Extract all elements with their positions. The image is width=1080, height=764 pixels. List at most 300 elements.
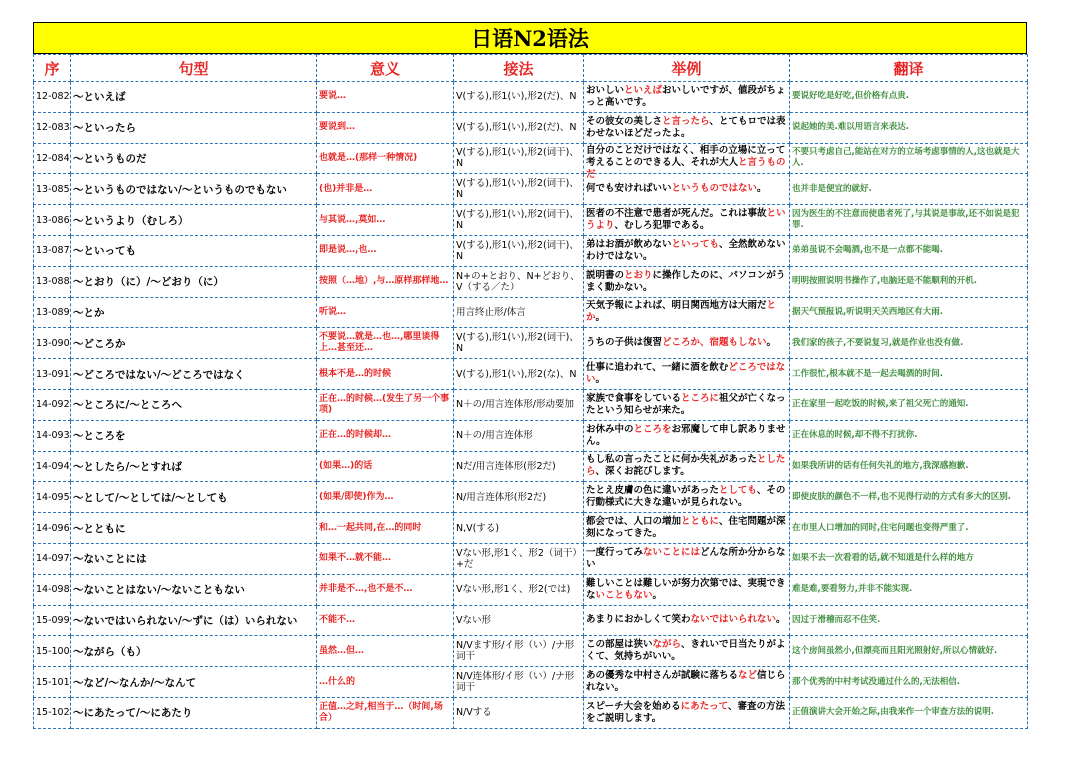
example-fragment: もし私の言ったことに何か失礼があった: [586, 454, 757, 466]
example-fragment: スピーチ大会を始める: [586, 700, 681, 712]
translation-cell: [790, 143, 1028, 174]
connection-cell: [454, 389, 584, 420]
connection-cell-text: N＋の/用言连体形/形动要加: [456, 399, 575, 411]
row-number-text: 12-084: [36, 152, 70, 164]
example-fragment: 祖父が亡くなったという知らせが来た。: [586, 392, 786, 416]
example-text: [586, 578, 787, 602]
grammar-pattern-text: ～とともに: [73, 522, 126, 535]
example-fragment: この部屋は狭い: [586, 639, 653, 651]
connection-cell: [454, 451, 584, 482]
example-cell: [584, 543, 790, 574]
example-text: [586, 116, 787, 140]
example-fragment: 。: [652, 589, 663, 601]
grammar-pattern-text: ～ないではいられない/～ずに（は）いられない: [73, 614, 298, 627]
example-cell: [584, 143, 790, 181]
translation-text: 也并非是便宜的就好.: [792, 183, 872, 194]
example-text: [586, 145, 787, 181]
highlighted-pattern: といえば: [624, 84, 663, 96]
grammar-pattern: [71, 235, 317, 266]
highlighted-pattern: ところに: [681, 392, 720, 404]
grammar-pattern: [71, 482, 317, 513]
translation-text: 明明按照说明书操作了,电脑还是不能顺利的开机.: [792, 276, 977, 287]
translation-text: 正值演讲大会开始之际,由我来作一个审查方法的说明.: [792, 707, 994, 718]
grammar-pattern: [71, 420, 317, 451]
row-number: [34, 482, 71, 513]
grammar-pattern-text: ～にあたって/～にあたり: [73, 707, 193, 720]
translation-text: 不要只考虑自己,能站在对方的立场考虑事情的人,这也就是大人.: [792, 147, 1020, 169]
example-cell: [584, 667, 790, 698]
table-row: [34, 205, 1028, 236]
example-cell: [584, 205, 790, 236]
row-number: [34, 513, 71, 544]
translation-text: 那个优秀的中村考试没通过什么的,无法相信.: [792, 676, 960, 687]
row-number-text: 15-101: [36, 676, 70, 688]
table-row: [34, 482, 1028, 513]
table-row: [34, 328, 1028, 359]
translation-cell: [790, 297, 1028, 328]
example-fragment: 弟はお酒が飲めない: [586, 238, 672, 250]
example-fragment: お邪魔して申し訳ありません。: [586, 423, 786, 447]
example-fragment: 天気予報によれば、明日関西地方は大雨だ: [586, 300, 767, 312]
highlighted-pattern: というより: [586, 208, 786, 232]
example-cell: [584, 420, 790, 451]
example-text: [586, 485, 787, 509]
highlighted-pattern: とか: [586, 300, 777, 324]
row-number: [34, 389, 71, 420]
example-fragment: 一度行ってみ: [586, 546, 644, 558]
header-meaning: 意义: [317, 55, 454, 82]
connection-cell-text: N,V(する): [456, 522, 500, 534]
translation-cell: [790, 636, 1028, 667]
table-row: [34, 235, 1028, 266]
example-cell: [584, 297, 790, 328]
connection-cell: [454, 574, 584, 605]
translation-text: 正在家里一起吃饭的时候,来了祖父死亡的通知.: [792, 399, 969, 410]
table-row: [34, 359, 1028, 390]
highlighted-pattern: といっても: [671, 238, 720, 250]
example-fragment: あまりにおかしくて笑わ: [586, 614, 691, 626]
highlighted-pattern: と言ったら: [662, 115, 710, 127]
grammar-pattern: [71, 605, 317, 636]
table-row: [34, 605, 1028, 636]
meaning-cell: [317, 112, 454, 143]
connection-cell: [454, 235, 584, 266]
connection-cell: [454, 636, 584, 667]
translation-cell: [790, 697, 1028, 728]
highlighted-pattern: どころか、宿題もしない: [662, 337, 767, 349]
translation-cell: [790, 82, 1028, 113]
example-text: [586, 393, 787, 417]
connection-cell: [454, 328, 584, 359]
connection-cell-text: V(する),形1(い),形2(词干)、N: [456, 239, 579, 262]
grammar-pattern: [71, 82, 317, 113]
example-fragment: 説明書の: [586, 269, 625, 281]
example-cell: [584, 636, 790, 667]
connection-cell-text: Nだ/用言连体形(形2だ): [456, 460, 556, 472]
meaning-cell: [317, 235, 454, 266]
example-cell: [584, 112, 790, 143]
example-text: [586, 614, 787, 626]
meaning-cell-text: 听说…: [319, 306, 347, 317]
example-cell: [584, 359, 790, 390]
connection-cell-text: 用言终止形/体言: [456, 306, 526, 318]
grammar-pattern-text: ～どころではない/～どころではなく: [73, 368, 245, 381]
meaning-cell: [317, 420, 454, 451]
grammar-pattern: [71, 359, 317, 390]
meaning-cell: [317, 143, 454, 174]
example-fragment: お休み中の: [586, 423, 634, 435]
meaning-cell: [317, 543, 454, 574]
grammar-pattern: [71, 174, 317, 205]
meaning-cell: [317, 605, 454, 636]
connection-cell-text: V(する),形1(い),形2(だ)、N: [456, 122, 577, 134]
grammar-pattern: [71, 328, 317, 359]
example-cell: [584, 174, 790, 205]
row-number: [34, 667, 71, 698]
translation-text: 如果我所讲的话有任何失礼的地方,我深感抱歉.: [792, 460, 969, 471]
table-body: [34, 82, 1028, 729]
meaning-cell: [317, 205, 454, 236]
translation-text: 难是难,要看努力,并非不能实现.: [792, 584, 913, 595]
meaning-cell-text: 即是说…,也…: [319, 245, 377, 256]
translation-cell: [790, 266, 1028, 297]
example-fragment: 、全然飲めないわけではない。: [586, 238, 786, 262]
connection-cell: [454, 420, 584, 451]
example-fragment: 。: [776, 614, 786, 626]
example-fragment: 、深くお詫びします。: [595, 466, 690, 478]
connection-cell: [454, 143, 584, 174]
meaning-cell-text: 并非是不…,也不是不…: [319, 584, 413, 595]
grammar-pattern-text: ～といえば: [73, 91, 126, 104]
translation-text: 工作很忙,根本就不是一起去喝酒的时间.: [792, 368, 943, 379]
example-text: [586, 424, 787, 448]
example-fragment: 、住宅問題が深刻になってきた。: [586, 516, 786, 540]
row-number-text: 13-085: [36, 183, 70, 195]
meaning-cell-text: (也)并非是…: [319, 183, 373, 194]
table-row: [34, 266, 1028, 297]
meaning-cell: [317, 574, 454, 605]
example-text: [586, 547, 787, 571]
grammar-pattern-text: ～というものではない/～というものでもない: [73, 183, 287, 196]
table-row: [34, 636, 1028, 667]
header-connection: 接法: [454, 55, 584, 82]
example-fragment: 、きれいで日当たりがよくて、気持ちがいい。: [586, 639, 786, 663]
meaning-cell: [317, 174, 454, 205]
meaning-cell-text: 正在…的时候…(发生了另一个事项): [319, 393, 450, 415]
table-row: [34, 420, 1028, 451]
highlighted-pattern: など: [738, 670, 758, 682]
example-fragment: 。: [595, 312, 606, 324]
row-number: [34, 205, 71, 236]
row-number: [34, 543, 71, 574]
grammar-pattern-text: ～とおり（に）/～どおり（に）: [73, 276, 224, 289]
grammar-pattern-text: ～ところに/～ところへ: [73, 399, 182, 412]
meaning-cell: [317, 82, 454, 113]
grammar-pattern: [71, 543, 317, 574]
grammar-pattern-text: ～ないことには: [73, 553, 147, 566]
highlighted-pattern: とともに: [681, 516, 720, 528]
meaning-cell: [317, 636, 454, 667]
table-row: [34, 513, 1028, 544]
example-cell: [584, 451, 790, 482]
connection-cell-text: N＋の/用言连体形: [456, 430, 533, 442]
example-fragment: 仕事に追われて、一緒に酒を飲む: [586, 362, 729, 374]
grammar-pattern: [71, 636, 317, 667]
grammar-pattern: [71, 513, 317, 544]
example-text: [586, 337, 787, 349]
row-number: [34, 112, 71, 143]
meaning-cell-text: 根本不是…的时候: [319, 368, 392, 379]
meaning-cell: [317, 328, 454, 359]
grammar-sheet: [33, 22, 1027, 729]
translation-text: 正在休息的时候,却不得不打扰你.: [792, 430, 918, 441]
example-fragment: どんな所か分からない: [586, 546, 786, 570]
translation-text: 因过于滑稽而忍不住笑.: [792, 614, 881, 625]
meaning-cell: [317, 482, 454, 513]
table-row: [34, 143, 1028, 174]
meaning-cell: [317, 297, 454, 328]
translation-text: 如果不去一次看看的话,就不知道是什么样的地方: [792, 553, 974, 564]
example-cell: [584, 235, 790, 266]
table-row: [34, 389, 1028, 420]
translation-cell: [790, 451, 1028, 482]
meaning-cell-text: 正在…的时候却…: [319, 430, 392, 441]
translation-cell: [790, 667, 1028, 698]
grammar-pattern-text: ～というより（むしろ）: [73, 214, 189, 227]
grammar-table: [33, 54, 1028, 729]
grammar-pattern: [71, 143, 317, 174]
row-number: [34, 574, 71, 605]
connection-cell: [454, 513, 584, 544]
example-text: [586, 85, 787, 109]
translation-cell: [790, 328, 1028, 359]
connection-cell: [454, 112, 584, 143]
translation-cell: [790, 174, 1028, 205]
table-row: [34, 543, 1028, 574]
connection-cell: [454, 297, 584, 328]
translation-text: 这个房间虽然小,但漂亮而且阳光照射好,所以心情就好.: [792, 645, 998, 656]
connection-cell-text: Vない形,形1く、形2(では): [456, 584, 571, 596]
row-number: [34, 82, 71, 113]
row-number-text: 12-082: [36, 91, 70, 103]
translation-text: 要说好吃是好吃,但价格有点贵.: [792, 91, 909, 102]
translation-text: 即使皮肤的颜色不一样,也不见得行动的方式有多大的区别.: [792, 491, 1011, 502]
meaning-cell-text: 不要说…就是…也…,哪里谈得上…甚至还…: [319, 332, 440, 354]
row-number: [34, 605, 71, 636]
meaning-cell: [317, 451, 454, 482]
meaning-cell-text: (如果/即使)作为…: [319, 491, 394, 502]
table-row: [34, 697, 1028, 728]
row-number: [34, 451, 71, 482]
example-fragment: 自分のことだけではなく、相手の立場に立って考えることのできる人、それが大人: [586, 145, 786, 169]
highlighted-pattern: いこともない: [595, 589, 653, 601]
grammar-pattern: [71, 112, 317, 143]
example-fragment: 、審査の方法をご説明します。: [586, 700, 785, 724]
table-row: [34, 174, 1028, 205]
row-number-text: 13-090: [36, 337, 70, 349]
meaning-cell-text: 要说…: [319, 91, 347, 102]
example-fragment: 都会では、人口の増加: [586, 516, 682, 528]
example-cell: [584, 82, 790, 113]
table-row: [34, 297, 1028, 328]
row-number: [34, 174, 71, 205]
connection-cell-text: N/用言连体形(形2だ): [456, 491, 547, 503]
row-number: [34, 420, 71, 451]
grammar-pattern: [71, 205, 317, 236]
row-number-text: 13-089: [36, 306, 70, 318]
connection-cell: [454, 174, 584, 205]
translation-text: 在市里人口增加的同时,住宅问题也变得严重了.: [792, 522, 969, 533]
translation-text: 我们家的孩子,不要说复习,就是作业也没有做.: [792, 337, 964, 348]
example-fragment: その彼女の美しさ: [586, 115, 663, 127]
meaning-cell: [317, 513, 454, 544]
example-text: [586, 362, 787, 386]
translation-cell: [790, 420, 1028, 451]
meaning-cell-text: 如果不…就不能…: [319, 553, 392, 564]
row-number-text: 14-094: [36, 460, 70, 472]
meaning-cell-text: 与其说…,莫如…: [319, 214, 386, 225]
example-fragment: 何でも安ければいい: [586, 183, 672, 195]
row-number-text: 13-091: [36, 368, 70, 380]
connection-cell-text: N+の+とおり、N+どおり、V（する／た）: [456, 270, 580, 293]
example-text: [586, 183, 787, 195]
example-fragment: 難しいことは難しいが努力次第では、実現できな: [586, 577, 786, 601]
example-fragment: 、とてもロでは表わせないほどだったよ。: [586, 115, 786, 139]
connection-cell-text: V(する),形1(い),形2(词干)、N: [456, 209, 579, 232]
translation-cell: [790, 112, 1028, 143]
grammar-pattern: [71, 451, 317, 482]
row-number: [34, 266, 71, 297]
translation-cell: [790, 605, 1028, 636]
highlighted-pattern: と言うものだ: [586, 157, 786, 181]
row-number-text: 14-098: [36, 584, 70, 596]
meaning-cell: [317, 266, 454, 297]
row-number-text: 12-083: [36, 122, 70, 134]
highlighted-pattern: どころではない: [586, 362, 786, 386]
row-number-text: 14-095: [36, 491, 70, 503]
connection-cell-text: V(する),形1(い),形2(だ)、N: [456, 91, 577, 103]
meaning-cell-text: …什么的: [319, 676, 356, 687]
connection-cell: [454, 482, 584, 513]
translation-cell: [790, 389, 1028, 420]
grammar-pattern-text: ～など/～なんか/～なんて: [73, 676, 197, 689]
example-fragment: 。: [595, 374, 606, 386]
row-number: [34, 235, 71, 266]
connection-cell: [454, 82, 584, 113]
example-fragment: 、むしろ犯罪である。: [614, 220, 710, 232]
highlighted-pattern: としても: [718, 485, 757, 497]
example-text: [586, 701, 787, 725]
example-fragment: あの優秀な中村さんが試験に落ちる: [586, 670, 739, 682]
example-fragment: 、その行動様式に大きな違いが見られない。: [586, 485, 786, 509]
row-number-text: 13-088: [36, 276, 70, 288]
highlighted-pattern: とおり: [624, 269, 653, 281]
connection-cell: [454, 205, 584, 236]
example-fragment: 信じられない。: [586, 670, 786, 694]
connection-cell: [454, 667, 584, 698]
meaning-cell: [317, 359, 454, 390]
header-example: 举例: [584, 55, 790, 82]
highlighted-pattern: としたら: [586, 454, 786, 478]
row-number-text: 14-096: [36, 522, 70, 534]
row-number-text: 15-102: [36, 707, 70, 719]
connection-cell-text: N/V连体形/イ形（い）/ナ形词干: [456, 671, 575, 694]
example-fragment: おいしいですが、値段がちょっと高いです。: [586, 84, 786, 108]
translation-cell: [790, 513, 1028, 544]
highlighted-pattern: ないではいられない: [690, 614, 777, 626]
example-cell: [584, 389, 790, 420]
connection-cell: [454, 266, 584, 297]
grammar-pattern-text: ～といったら: [73, 122, 136, 135]
example-text: [586, 639, 787, 663]
connection-cell: [454, 605, 584, 636]
highlighted-pattern: ないことには: [643, 546, 701, 558]
connection-cell-text: V(する),形1(い),形2(词干)、N: [456, 332, 579, 355]
table-row: [34, 82, 1028, 113]
header-no: 序: [34, 55, 71, 82]
example-text: [586, 270, 787, 294]
grammar-pattern: [71, 389, 317, 420]
connection-cell-text: V(する),形1(い),形2(词干)、N: [456, 178, 579, 201]
meaning-cell: [317, 667, 454, 698]
row-number-text: 13-086: [36, 214, 70, 226]
connection-cell-text: Vない形,形1く、形2（词干）+だ: [456, 547, 578, 570]
meaning-cell-text: 和…一起共同,在…的同时: [319, 522, 422, 533]
row-number: [34, 636, 71, 667]
meaning-cell-text: 要说到…: [319, 122, 356, 133]
meaning-cell-text: 正值…之时,相当于…（时间,场合）: [319, 701, 443, 723]
grammar-pattern-text: ～ないことはない/～ないこともない: [73, 584, 245, 597]
example-cell: [584, 482, 790, 513]
example-text: [586, 516, 787, 540]
example-cell: [584, 328, 790, 359]
example-fragment: うちの子供は復習: [586, 337, 663, 349]
meaning-cell-text: 不能不…: [319, 614, 356, 625]
connection-cell-text: N/Vする: [456, 707, 492, 719]
header-pattern: 句型: [71, 55, 317, 82]
grammar-pattern-text: ～ところを: [73, 430, 126, 443]
row-number-text: 15-100: [36, 645, 70, 657]
example-cell: [584, 697, 790, 728]
translation-cell: [790, 574, 1028, 605]
row-number-text: 14-093: [36, 430, 70, 442]
example-text: [586, 300, 787, 324]
row-number-text: 14-092: [36, 399, 70, 411]
grammar-pattern-text: ～として/～としては/～としても: [73, 491, 228, 504]
row-number: [34, 359, 71, 390]
translation-cell: [790, 235, 1028, 266]
grammar-pattern: [71, 697, 317, 728]
connection-cell-text: V(する),形1(い),形2(词干)、N: [456, 147, 579, 170]
row-number-text: 14-097: [36, 553, 70, 565]
grammar-pattern: [71, 574, 317, 605]
meaning-cell: [317, 697, 454, 728]
connection-cell: [454, 543, 584, 574]
highlighted-pattern: ところを: [633, 423, 672, 435]
grammar-pattern-text: ～としたら/～とすれば: [73, 460, 182, 473]
example-cell: [584, 574, 790, 605]
example-fragment: 医者の不注意で患者が死んだ。これは事故: [586, 208, 767, 220]
example-cell: [584, 513, 790, 544]
table-row: [34, 574, 1028, 605]
table-row: [34, 667, 1028, 698]
grammar-pattern-text: ～ながら（も）: [73, 645, 147, 658]
row-number: [34, 143, 71, 174]
grammar-pattern-text: ～とか: [73, 306, 105, 319]
translation-text: 说起她的美.难以用语言来表达.: [792, 122, 909, 133]
example-text: [586, 239, 787, 263]
translation-cell: [790, 482, 1028, 513]
